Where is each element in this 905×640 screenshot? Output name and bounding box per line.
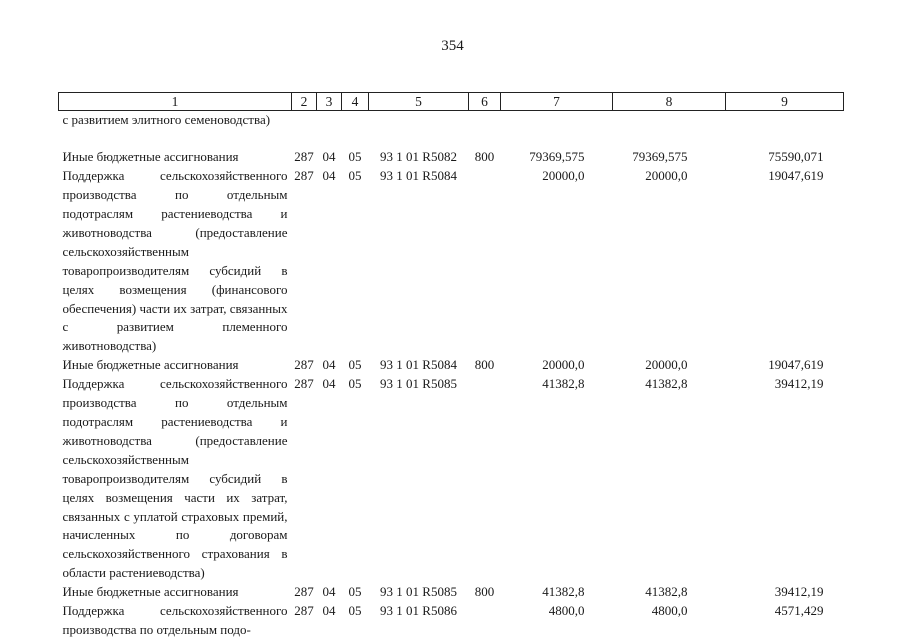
expense-type-code: 800 [474,357,495,373]
amount-col-9: 19047,619 [768,357,824,373]
column-header: 9 [726,93,844,111]
column-header: 8 [613,93,726,111]
amount-col-9: 39412,19 [774,584,824,600]
table-row [59,583,844,602]
amount-col-8: 79369,575 [632,149,688,165]
target-article-code: 93 1 01 R5082 [380,149,457,165]
amount-col-8: 20000,0 [645,357,688,373]
ministry-code: 287 [294,603,314,619]
amount-col-7: 20000,0 [542,168,585,184]
target-article-code: 93 1 01 R5086 [380,603,457,619]
target-article-code: 93 1 01 R5084 [380,168,457,184]
target-article-code: 93 1 01 R5084 [380,357,457,373]
amount-col-7: 79369,575 [529,149,585,165]
target-article-code: 93 1 01 R5085 [380,584,457,600]
expense-type-code: 800 [474,584,495,600]
amount-col-8: 41382,8 [645,584,688,600]
amount-col-7: 41382,8 [542,584,585,600]
row-description: с развитием элитного семеноводства) [62,112,271,127]
subsection-code: 05 [348,149,362,165]
table-row [59,148,844,167]
expense-type-code [469,375,501,583]
subsection-code: 05 [348,603,362,619]
amount-col-7: 41382,8 [542,376,585,392]
section-code: 04 [322,149,336,165]
row-description: Поддержка сельскохозяйственного производства по отдельным подо- [62,603,288,637]
column-header: 5 [369,93,469,111]
amount-col-7: 4800,0 [548,603,585,619]
table-body [59,111,844,640]
table-row [59,375,844,583]
amount-col-8: 41382,8 [645,376,688,392]
budget-table [58,92,844,640]
section-code: 04 [322,603,336,619]
subsection-code: 05 [348,168,362,184]
section-code: 04 [322,376,336,392]
amount-col-9 [726,111,844,149]
expense-type-code: 800 [474,149,495,165]
subsection-code [342,111,369,149]
table-row [59,111,844,149]
ministry-code: 287 [294,168,314,184]
amount-col-9: 75590,071 [768,149,824,165]
section-code: 04 [322,168,336,184]
column-header: 3 [317,93,342,111]
ministry-code: 287 [294,584,314,600]
subsection-code: 05 [348,357,362,373]
section-code [317,111,342,149]
page-number: 354 [441,38,464,54]
amount-col-9: 19047,619 [768,168,824,184]
expense-type-code [469,167,501,356]
ministry-code: 287 [294,376,314,392]
column-header: 1 [59,93,292,111]
amount-col-8: 4800,0 [651,603,688,619]
ministry-code [292,111,317,149]
row-description: Поддержка сельскохозяйственного производства по отдельным подотраслям растениеводства и животноводства (предоставление сельскохозяйственным товаропроизводителям субсидий в целях возмещения (финансового обеспечения) части их затрат, связанных с развитием племенного животноводства) [62,168,288,354]
row-description: Иные бюджетные ассигнования [62,149,239,165]
expense-type-code [469,602,501,640]
amount-col-9: 4571,429 [774,603,824,619]
amount-col-9: 39412,19 [774,376,824,392]
table-row [59,356,844,375]
column-header: 2 [292,93,317,111]
row-description: Иные бюджетные ассигнования [62,584,239,600]
table-header-row [59,93,844,111]
expense-type-code [469,111,501,149]
column-header: 6 [469,93,501,111]
section-code: 04 [322,357,336,373]
ministry-code: 287 [294,357,314,373]
section-code: 04 [322,584,336,600]
ministry-code: 287 [294,149,314,165]
amount-col-8 [613,111,726,149]
row-description: Иные бюджетные ассигнования [62,357,239,373]
amount-col-7: 20000,0 [542,357,585,373]
table-row [59,167,844,356]
amount-col-7 [501,111,613,149]
column-header: 7 [501,93,613,111]
target-article-code: 93 1 01 R5085 [380,376,457,392]
subsection-code: 05 [348,376,362,392]
target-article-code [369,111,469,149]
subsection-code: 05 [348,584,362,600]
column-header: 4 [342,93,369,111]
table-row [59,602,844,640]
row-description: Поддержка сельскохозяйственного производства по отдельным подотраслям растениеводства и животноводства (предоставление сельскохозяйственным товаропроизводителям субсидий в целях возмещения части их затрат, связанных с уплатой страховых премий, начисленных по договорам сельскохозяйственного страхования в области растениеводства) [62,376,288,581]
amount-col-8: 20000,0 [645,168,688,184]
